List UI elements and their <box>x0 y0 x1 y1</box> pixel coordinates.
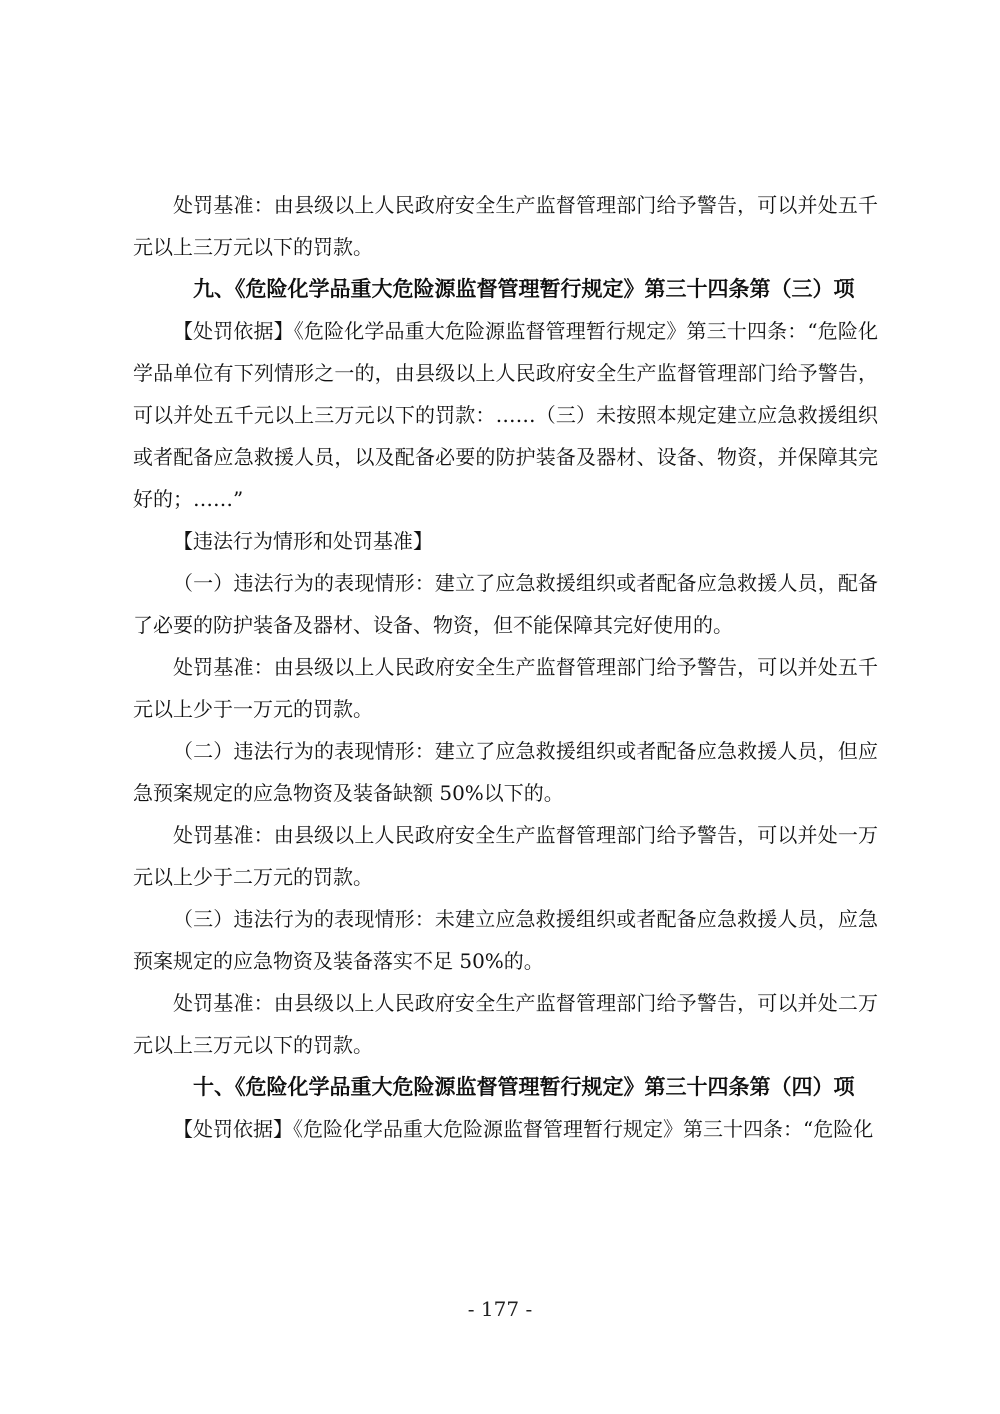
penalty-standard-one: 处罚基准：由县级以上人民政府安全生产监督管理部门给予警告，可以并处五千元以上少于一万元的罚款。 <box>133 655 878 721</box>
penalty-basis-paragraph: 【处罚依据】《危险化学品重大危险源监督管理暂行规定》第三十四条：“危险化学品单位有下列情形之一的，由县级以上人民政府安全生产监督管理部门给予警告，可以并处五千元以上三万元以下的罚款：……（三）未按照本规定建立应急救援组织或者配备应急救援人员，以及配备必要的防护装备及器材、设备、物资，并保障其完好的；……” <box>133 319 878 511</box>
page-number: - 177 - <box>467 1297 533 1321</box>
penalty-standard-three: 处罚基准：由县级以上人民政府安全生产监督管理部门给予警告，可以并处二万元以上三万元以下的罚款。 <box>133 991 878 1057</box>
penalty-basis-paragraph-ten: 【处罚依据】《危险化学品重大危险源监督管理暂行规定》第三十四条：“危险化 <box>173 1117 874 1141</box>
violation-case-one: （一）违法行为的表现情形：建立了应急救援组织或者配备应急救援人员，配备了必要的防护装备及器材、设备、物资，但不能保障其完好使用的。 <box>133 571 878 637</box>
violation-case-two: （二）违法行为的表现情形：建立了应急救援组织或者配备应急救援人员，但应急预案规定的应急物资及装备缺额 50%以下的。 <box>133 739 878 805</box>
penalty-standard-two: 处罚基准：由县级以上人民政府安全生产监督管理部门给予警告，可以并处一万元以上少于二万元的罚款。 <box>133 823 878 889</box>
section-heading-ten: 十、《危险化学品重大危险源监督管理暂行规定》第三十四条第（四）项 <box>193 1074 855 1099</box>
violation-case-three: （三）违法行为的表现情形：未建立应急救援组织或者配备应急救援人员，应急预案规定的应急物资及装备落实不足 50%的。 <box>133 907 878 973</box>
violation-standard-heading: 【违法行为情形和处罚基准】 <box>173 529 433 553</box>
document-body <box>133 184 878 1150</box>
penalty-standard-paragraph: 处罚基准：由县级以上人民政府安全生产监督管理部门给予警告，可以并处五千元以上三万元以下的罚款。 <box>133 193 878 259</box>
section-heading-nine: 九、《危险化学品重大危险源监督管理暂行规定》第三十四条第（三）项 <box>193 276 855 301</box>
